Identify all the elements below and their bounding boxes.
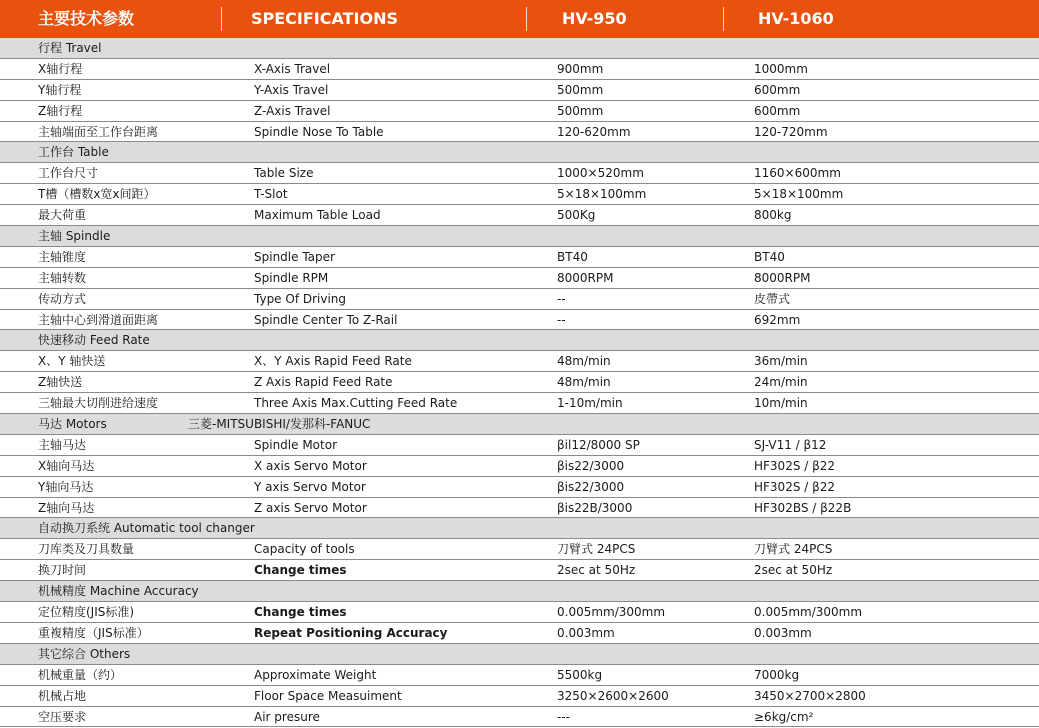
spec-value-hv1060: 皮帶式 <box>754 291 791 306</box>
spec-value-hv950: 120-620mm <box>557 124 631 139</box>
spec-name-cn: 主轴马达 <box>38 437 87 452</box>
spec-row <box>0 351 1039 372</box>
spec-row <box>0 184 1039 205</box>
spec-value-hv950: 5×18×100mm <box>557 187 647 202</box>
spec-value-hv1060: 36m/min <box>754 354 808 369</box>
spec-value-hv1060: 刀臂式 24PCS <box>754 542 833 557</box>
spec-value-hv1060: 3450×2700×2800 <box>754 688 866 703</box>
spec-row <box>0 477 1039 498</box>
spec-name-cn: 主轴转数 <box>38 270 87 285</box>
spec-value-hv950: -- <box>557 312 566 327</box>
spec-name-cn: 主轴端面至工作台距离 <box>38 124 159 139</box>
spec-name-en: X axis Servo Motor <box>254 458 367 473</box>
spec-name-cn: X轴向马达 <box>38 458 95 473</box>
spec-value-hv1060: 800kg <box>754 208 792 223</box>
spec-name-cn: 定位精度(JIS标准) <box>38 605 135 620</box>
spec-name-cn: 最大荷重 <box>38 208 87 223</box>
spec-name-cn: Y轴向马达 <box>38 479 94 494</box>
spec-row <box>0 205 1039 226</box>
spec-row <box>0 289 1039 310</box>
spec-name-cn: 机械重量（约） <box>38 667 123 682</box>
spec-name-en: Change times <box>254 605 347 620</box>
spec-value-hv1060: 692mm <box>754 312 801 327</box>
spec-value-hv1060: 600mm <box>754 103 801 118</box>
spec-row <box>0 623 1039 644</box>
spec-name-en: Spindle RPM <box>254 270 329 285</box>
spec-value-hv950: 3250×2600×2600 <box>557 688 669 703</box>
spec-value-hv1060: SJ-V11 / β12 <box>754 437 827 452</box>
spec-row <box>0 686 1039 707</box>
spec-name-cn: 三轴最大切削进给速度 <box>38 396 159 411</box>
spec-name-en: Repeat Positioning Accuracy <box>254 625 448 640</box>
spec-value-hv950: 500mm <box>557 103 604 118</box>
section-title: 行程 Travel <box>38 41 102 55</box>
spec-value-hv950: 1000×520mm <box>557 166 644 181</box>
spec-value-hv950: 刀臂式 24PCS <box>557 542 636 557</box>
spec-name-en: Table Size <box>254 166 314 181</box>
section-header-row <box>0 38 1039 59</box>
section-header-row <box>0 226 1039 247</box>
spec-name-en: Z axis Servo Motor <box>254 500 367 515</box>
spec-value-hv1060: 8000RPM <box>754 270 811 285</box>
section-note: 三菱-MITSUBISHI/发那科-FANUC <box>188 417 371 432</box>
spec-row <box>0 435 1039 456</box>
section-header-row <box>0 142 1039 163</box>
spec-name-cn: Z轴行程 <box>38 103 83 118</box>
spec-name-en: Approximate Weight <box>254 667 377 682</box>
spec-name-cn: 主轴中心到滑道面距离 <box>38 312 159 327</box>
spec-row <box>0 539 1039 560</box>
spec-value-hv950: -- <box>557 291 566 306</box>
spec-name-cn: 换刀时间 <box>38 563 87 578</box>
spec-name-cn: Y轴行程 <box>38 82 82 97</box>
header-specifications: SPECIFICATIONS <box>221 0 526 38</box>
spec-value-hv1060: 120-720mm <box>754 124 828 139</box>
spec-value-hv1060: HF302S / β22 <box>754 458 836 473</box>
spec-value-hv950: 900mm <box>557 61 604 76</box>
spec-row <box>0 101 1039 122</box>
spec-value-hv1060: 1000mm <box>754 61 808 76</box>
header-model-hv1060: HV-1060 <box>723 0 1039 38</box>
spec-name-cn: X、Y 轴快送 <box>38 354 106 369</box>
spec-table-body <box>0 38 1039 727</box>
section-title: 工作台 Table <box>38 145 109 160</box>
spec-value-hv950: 48m/min <box>557 375 611 390</box>
spec-value-hv950: 0.005mm/300mm <box>557 605 666 620</box>
spec-value-hv1060: 600mm <box>754 82 801 97</box>
spec-row <box>0 456 1039 477</box>
spec-row <box>0 393 1039 414</box>
section-header-row <box>0 414 1039 435</box>
section-title: 机械精度 Machine Accuracy <box>38 584 199 599</box>
header-model-hv950: HV-950 <box>526 0 723 38</box>
spec-name-en: X、Y Axis Rapid Feed Rate <box>254 354 412 369</box>
spec-name-en: Y axis Servo Motor <box>254 479 366 494</box>
spec-value-hv1060: 0.003mm <box>754 625 812 640</box>
spec-value-hv950: 0.003mm <box>557 625 615 640</box>
spec-row <box>0 122 1039 143</box>
spec-name-en: Y-Axis Travel <box>254 82 329 97</box>
spec-row <box>0 707 1039 728</box>
spec-name-en: Z-Axis Travel <box>254 103 331 118</box>
spec-value-hv950: βis22/3000 <box>557 479 625 494</box>
spec-value-hv950: BT40 <box>557 249 588 264</box>
spec-value-hv950: βis22B/3000 <box>557 500 633 515</box>
spec-row <box>0 498 1039 519</box>
spec-name-en: Spindle Motor <box>254 437 337 452</box>
spec-row <box>0 247 1039 268</box>
spec-value-hv950: βis22/3000 <box>557 458 625 473</box>
spec-row <box>0 59 1039 80</box>
section-header-row <box>0 644 1039 665</box>
spec-name-en: Spindle Taper <box>254 249 335 264</box>
spec-name-en: Z Axis Rapid Feed Rate <box>254 375 393 390</box>
spec-name-en: Maximum Table Load <box>254 208 381 223</box>
spec-row <box>0 163 1039 184</box>
header-main-params: 主要技术参数 <box>38 9 135 28</box>
spec-name-cn: 工作台尺寸 <box>38 166 99 181</box>
spec-value-hv1060: 5×18×100mm <box>754 187 844 202</box>
section-title: 马达 Motors <box>38 417 107 432</box>
spec-name-en: T-Slot <box>254 187 288 202</box>
spec-name-en: Floor Space Measuiment <box>254 688 402 703</box>
spec-row <box>0 560 1039 581</box>
spec-value-hv950: 500Kg <box>557 208 596 223</box>
spec-value-hv1060: BT40 <box>754 249 785 264</box>
spec-value-hv950: 500mm <box>557 82 604 97</box>
spec-value-hv1060: 10m/min <box>754 396 808 411</box>
spec-value-hv1060: 0.005mm/300mm <box>754 605 863 620</box>
section-title: 其它综合 Others <box>38 646 131 661</box>
spec-name-en: X-Axis Travel <box>254 61 331 76</box>
spec-value-hv1060: ≥6kg/cm² <box>754 709 814 724</box>
spec-name-en: Spindle Nose To Table <box>254 124 384 139</box>
spec-name-en: Change times <box>254 563 347 578</box>
spec-value-hv950: βil12/8000 SP <box>557 437 640 452</box>
section-title: 自动换刀系统 Automatic tool changer <box>38 521 255 536</box>
spec-name-cn: 刀库类及刀具数量 <box>38 542 135 557</box>
section-header-row <box>0 581 1039 602</box>
spec-row <box>0 80 1039 101</box>
spec-value-hv1060: HF302BS / β22B <box>754 500 852 515</box>
spec-value-hv950: 5500kg <box>557 667 603 682</box>
spec-name-cn: Z轴向马达 <box>38 500 95 515</box>
spec-value-hv1060: 24m/min <box>754 375 808 390</box>
spec-value-hv950: --- <box>557 709 570 724</box>
spec-name-cn: T槽（槽数x宽x间距） <box>38 187 156 202</box>
spec-row <box>0 268 1039 289</box>
spec-name-cn: X轴行程 <box>38 61 83 76</box>
spec-name-en: Three Axis Max.Cutting Feed Rate <box>254 396 458 411</box>
spec-value-hv950: 48m/min <box>557 354 611 369</box>
table-header <box>0 0 1039 38</box>
section-title: 主轴 Spindle <box>38 229 111 244</box>
section-header-row <box>0 518 1039 539</box>
spec-name-cn: 传动方式 <box>38 291 87 306</box>
spec-value-hv950: 8000RPM <box>557 270 614 285</box>
spec-value-hv950: 1-10m/min <box>557 396 623 411</box>
spec-name-cn: Z轴快送 <box>38 375 83 390</box>
spec-value-hv1060: 7000kg <box>754 667 800 682</box>
spec-name-cn: 空压要求 <box>38 709 87 724</box>
spec-value-hv1060: 1160×600mm <box>754 166 841 181</box>
section-title: 快速移动 Feed Rate <box>38 333 150 348</box>
spec-row <box>0 602 1039 623</box>
spec-row <box>0 665 1039 686</box>
spec-name-en: Type Of Driving <box>254 291 347 306</box>
spec-name-cn: 机械占地 <box>38 688 87 703</box>
spec-row <box>0 372 1039 393</box>
spec-name-en: Capacity of tools <box>254 542 355 557</box>
spec-value-hv950: 2sec at 50Hz <box>557 563 636 578</box>
spec-value-hv1060: HF302S / β22 <box>754 479 836 494</box>
spec-value-hv1060: 2sec at 50Hz <box>754 563 833 578</box>
spec-name-cn: 重複精度（JIS标准） <box>38 625 149 640</box>
spec-row <box>0 310 1039 331</box>
spec-name-en: Air presure <box>254 709 320 724</box>
spec-name-cn: 主轴锥度 <box>38 249 87 264</box>
section-header-row <box>0 330 1039 351</box>
spec-name-en: Spindle Center To Z-Rail <box>254 312 398 327</box>
